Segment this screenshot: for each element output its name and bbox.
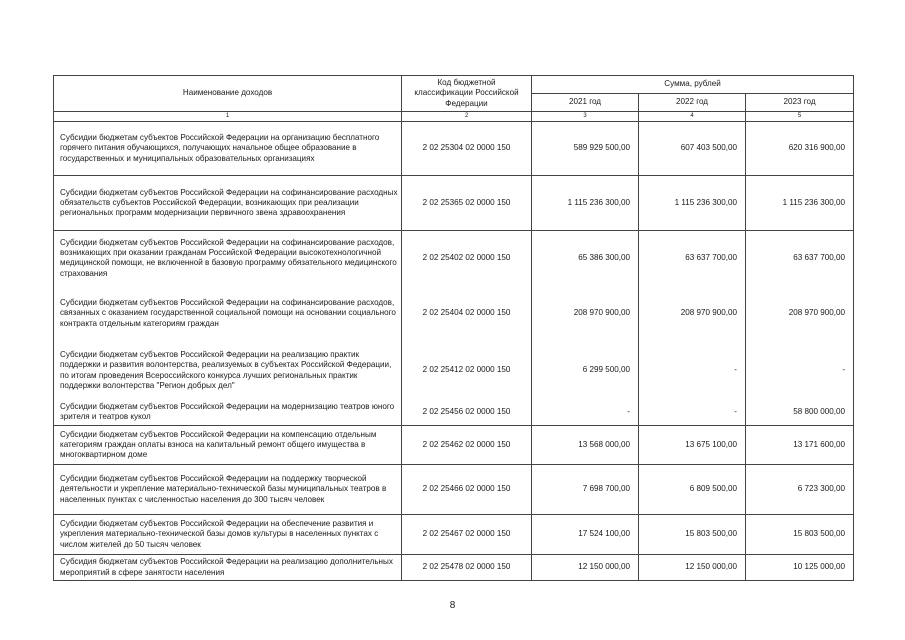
amount-2022: 13 675 100,00 [639,426,746,465]
table-row [54,515,854,555]
income-name: Субсидии бюджетам субъектов Российской Федерации на обеспечение развития и укрепления материально-технической базы домов культуры в населенных пунктах с числом жителей до 50 тысяч человек [54,515,402,555]
amount-2021: 1 115 236 300,00 [532,176,639,231]
table-row [54,400,854,426]
column-number-4: 4 [639,112,746,122]
amount-2023: 10 125 000,00 [746,555,854,581]
budget-code: 2 02 25467 02 0000 150 [402,515,532,555]
amount-2023: 620 316 900,00 [746,122,854,176]
amount-2023: 63 637 700,00 [746,231,854,286]
header-name-column: Наименование доходов [54,76,402,112]
budget-code: 2 02 25462 02 0000 150 [402,426,532,465]
page-number: 8 [449,600,456,611]
income-name: Субсидии бюджетам субъектов Российской Федерации на софинансирование расходных обязательств субъектов Российской Федерации, возникающих при реализации региональных программ модернизации первичного звена здравоохранения [54,176,402,231]
budget-code: 2 02 25404 02 0000 150 [402,286,532,342]
income-name: Субсидии бюджетам субъектов Российской Федерации на модернизацию театров юного зрителя и театров кукол [54,400,402,426]
column-number-2: 2 [402,112,532,122]
budget-code: 2 02 25456 02 0000 150 [402,400,532,426]
table-row [54,122,854,176]
amount-2022: - [639,400,746,426]
amount-2021: 208 970 900,00 [532,286,639,342]
amount-2023: 13 171 600,00 [746,426,854,465]
amount-2021: 65 386 300,00 [532,231,639,286]
column-number-5: 5 [746,112,854,122]
budget-code: 2 02 25304 02 0000 150 [402,122,532,176]
amount-2021: 17 524 100,00 [532,515,639,555]
amount-2022: - [639,342,746,400]
amount-2023: - [746,342,854,400]
budget-code: 2 02 25402 02 0000 150 [402,231,532,286]
budget-code: 2 02 25466 02 0000 150 [402,465,532,515]
amount-2021: 589 929 500,00 [532,122,639,176]
income-name: Субсидии бюджетам субъектов Российской Федерации на организацию бесплатного горячего питания обучающихся, получающих начальное общее образование в государственных и муниципальных образовательных организациях [54,122,402,176]
table-row [54,465,854,515]
budget-code: 2 02 25412 02 0000 150 [402,342,532,400]
header-sum-column: Сумма, рублей [532,76,854,94]
amount-2022: 1 115 236 300,00 [639,176,746,231]
table-row [54,426,854,465]
income-name: Субсидии бюджетам субъектов Российской Федерации на софинансирование расходов, возникающих при оказании гражданам Российской Федерации высокотехнологичной медицинской помощи, не включенной в базовую программу обязательного медицинского страхования [54,231,402,286]
income-name: Субсидия бюджетам субъектов Российской Федерации на реализацию дополнительных мероприятий в сфере занятости населения [54,555,402,581]
amount-2023: 208 970 900,00 [746,286,854,342]
amount-2023: 58 800 000,00 [746,400,854,426]
budget-table [53,75,854,581]
amount-2022: 63 637 700,00 [639,231,746,286]
column-number-1: 1 [54,112,402,122]
amount-2022: 15 803 500,00 [639,515,746,555]
amount-2021: 7 698 700,00 [532,465,639,515]
amount-2023: 1 115 236 300,00 [746,176,854,231]
amount-2022: 607 403 500,00 [639,122,746,176]
amount-2022: 6 809 500,00 [639,465,746,515]
header-year-2023: 2023 год [746,94,854,112]
amount-2021: 13 568 000,00 [532,426,639,465]
amount-2023: 6 723 300,00 [746,465,854,515]
table-row [54,231,854,286]
amount-2023: 15 803 500,00 [746,515,854,555]
header-code-column: Код бюджетной классификации Российской Федерации [402,76,532,112]
amount-2021: 6 299 500,00 [532,342,639,400]
column-number-3: 3 [532,112,639,122]
table-row [54,555,854,581]
table-row [54,342,854,400]
budget-code: 2 02 25478 02 0000 150 [402,555,532,581]
amount-2022: 12 150 000,00 [639,555,746,581]
table-row [54,286,854,342]
amount-2022: 208 970 900,00 [639,286,746,342]
income-name: Субсидии бюджетам субъектов Российской Федерации на софинансирование расходов, связанных с оказанием государственной социальной помощи на основании социального контракта отдельным категориям граждан [54,286,402,342]
amount-2021: - [532,400,639,426]
income-name: Субсидии бюджетам субъектов Российской Федерации на реализацию практик поддержки и развития волонтерства, реализуемых в субъектах Российской Федерации, по итогам проведения Всероссийского конкурса лучших региональных практик поддержки волонтерства "Регион добрых дел" [54,342,402,400]
amount-2021: 12 150 000,00 [532,555,639,581]
table-row [54,176,854,231]
header-year-2022: 2022 год [639,94,746,112]
header-year-2021: 2021 год [532,94,639,112]
income-name: Субсидии бюджетам субъектов Российской Федерации на компенсацию отдельным категориям граждан оплаты взноса на капитальный ремонт общего имущества в многоквартирном доме [54,426,402,465]
income-name: Субсидии бюджетам субъектов Российской Федерации на поддержку творческой деятельности и укрепление материально-технической базы муниципальных театров в населенных пунктах с численностью населения до 300 тысяч человек [54,465,402,515]
budget-code: 2 02 25365 02 0000 150 [402,176,532,231]
